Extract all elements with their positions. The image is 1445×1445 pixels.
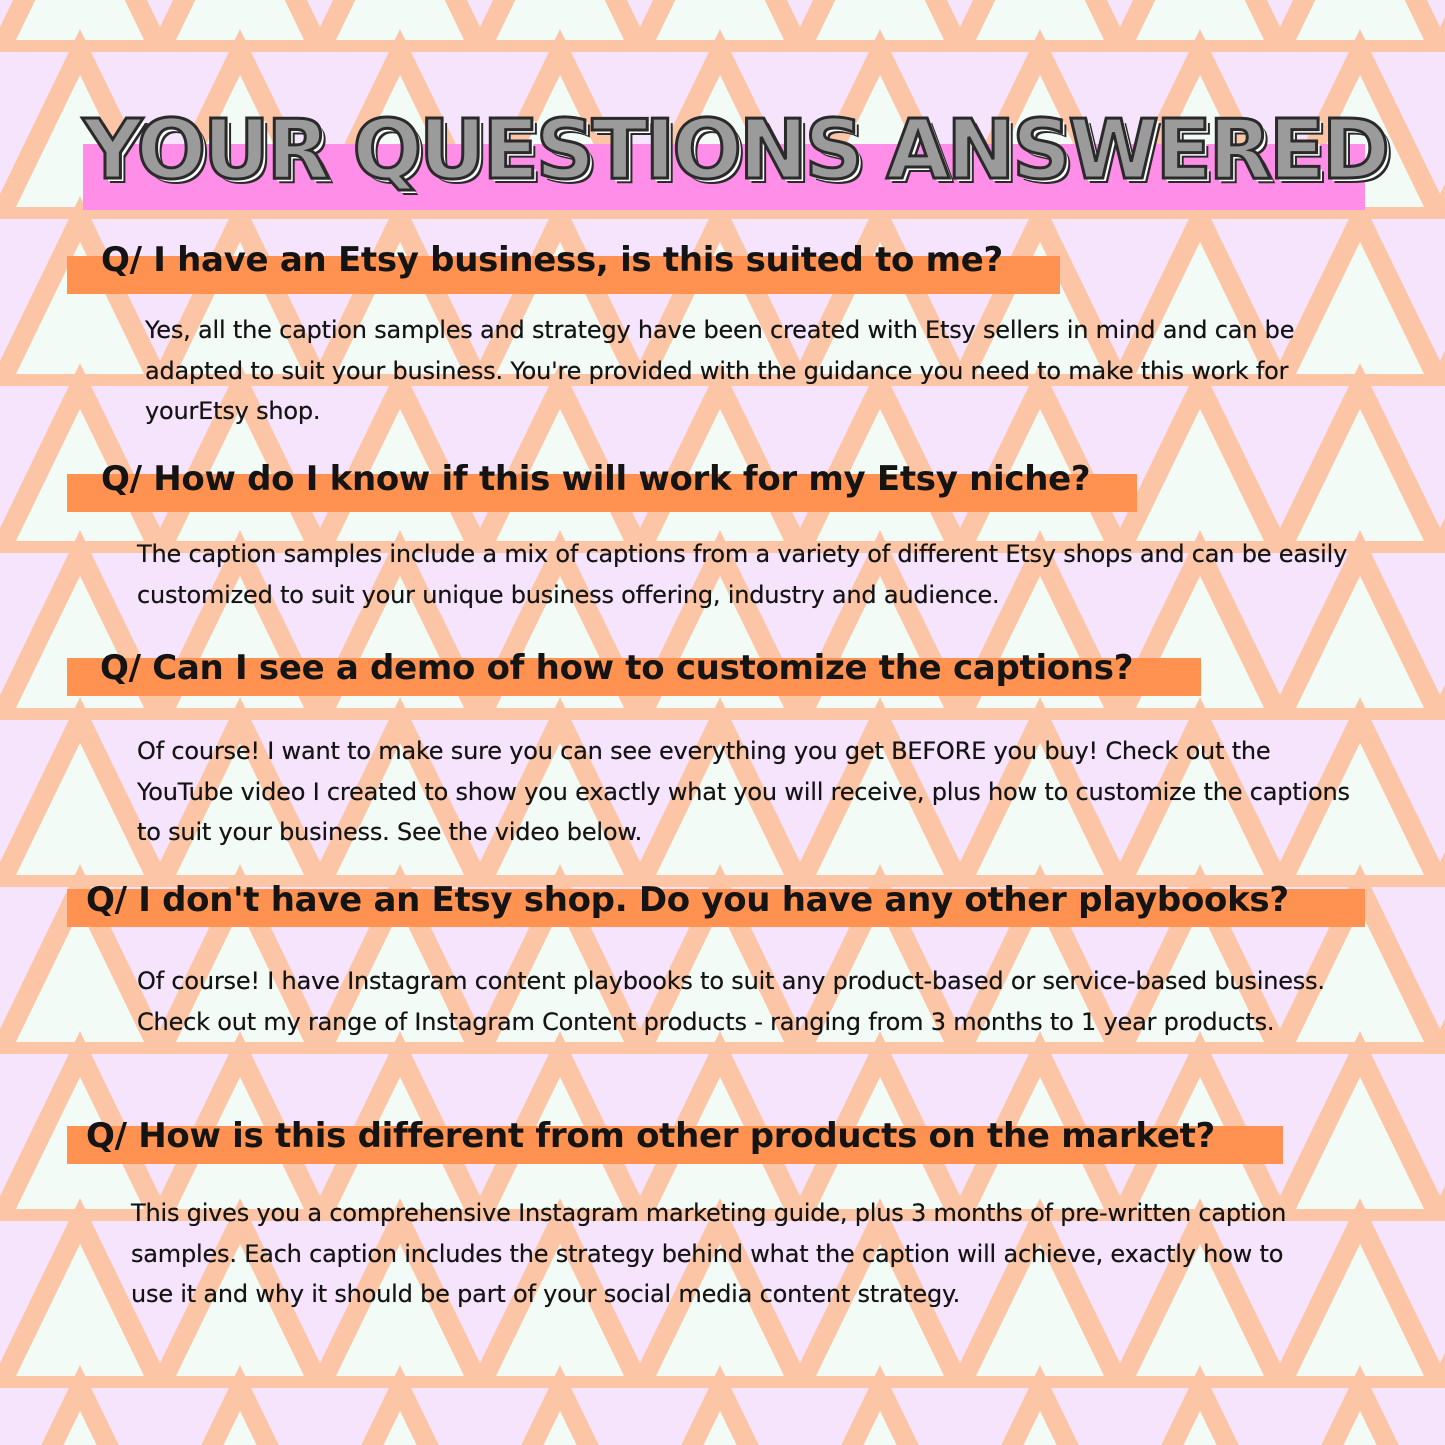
question-5: Q/ How is this different from other products on the market? bbox=[86, 1116, 1215, 1156]
question-1: Q/ I have an Etsy business, is this suited to me? bbox=[101, 240, 1003, 280]
answer-5: This gives you a comprehensive Instagram marketing guide, plus 3 months of pre-written caption samples. Each caption includes the strategy behind what the caption will achieve, exactly how to use it and why it should be part of your social media content strategy. bbox=[131, 1199, 1287, 1308]
answer-4: Of course! I have Instagram content playbooks to suit any product-based or service-based business. Check out my range of Instagram Content products - ranging from 3 months to 1 year products. bbox=[137, 967, 1325, 1036]
question-2: Q/ How do I know if this will work for my Etsy niche? bbox=[101, 459, 1091, 499]
answer-2: The caption samples include a mix of captions from a variety of different Etsy shops and can be easily customized to suit your unique business offering, industry and audience. bbox=[137, 540, 1348, 609]
question-4: Q/ I don't have an Etsy shop. Do you have any other playbooks? bbox=[86, 880, 1289, 920]
page-title: YOUR QUESTIONS ANSWERED bbox=[83, 103, 1388, 198]
question-3: Q/ Can I see a demo of how to customize the captions? bbox=[100, 648, 1134, 688]
answer-3: Of course! I want to make sure you can see everything you get BEFORE you buy! Check out the YouTube video I created to show you exactly what you will receive, plus how to customize the captions to suit your business. See the video below. bbox=[137, 737, 1350, 846]
answer-1: Yes, all the caption samples and strategy have been created with Etsy sellers in mind and can be adapted to suit your business. You're provided with the guidance you need to make this work for yourEtsy shop. bbox=[145, 316, 1295, 425]
